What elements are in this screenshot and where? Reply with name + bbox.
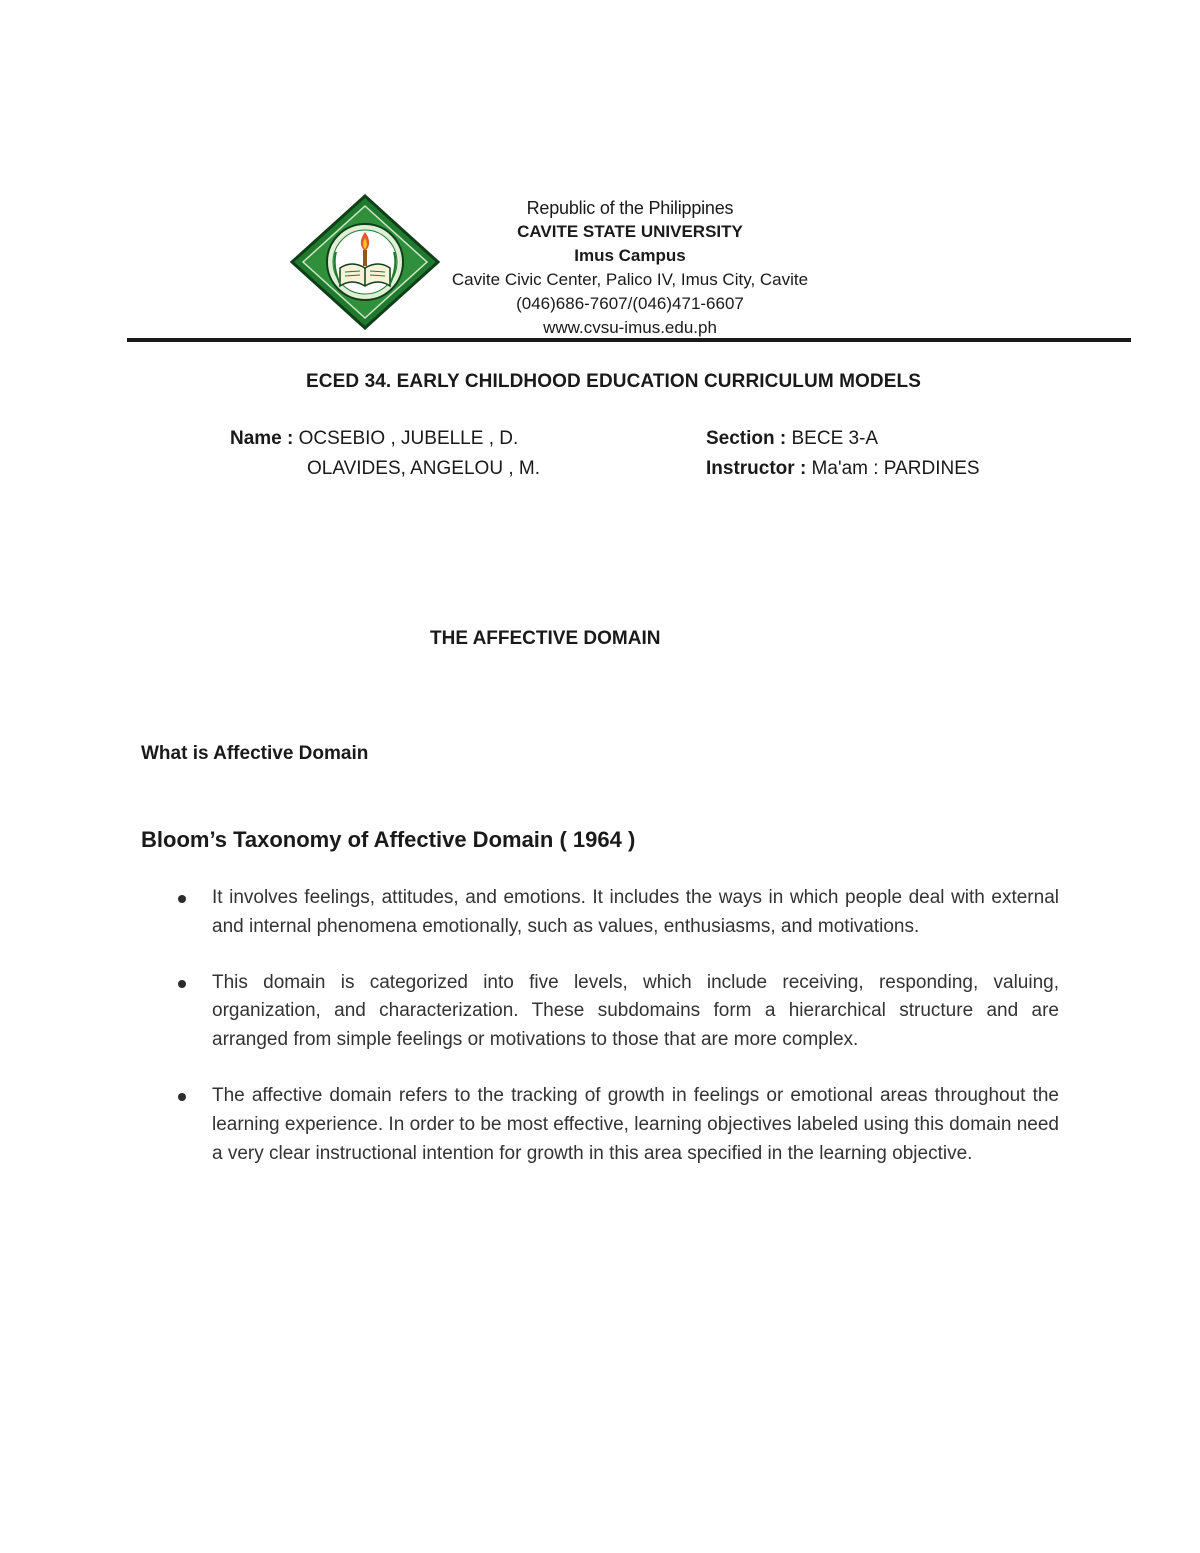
campus-address: Cavite Civic Center, Palico IV, Imus City, Cavite xyxy=(451,270,809,289)
section-value: BECE 3-A xyxy=(786,428,879,449)
campus-phone: (046)686-7607/(046)471-6607 xyxy=(516,294,744,313)
bullet-dot-icon xyxy=(178,980,186,988)
university-name: CAVITE STATE UNIVERSITY xyxy=(517,222,743,241)
instructor-row xyxy=(706,458,980,480)
student-name-1: OCSEBIO , JUBELLE , D. xyxy=(293,428,519,449)
section-label: Section : xyxy=(706,428,787,449)
what-is-heading: What is Affective Domain xyxy=(141,743,369,764)
instructor-value: Ma'am : PARDINES xyxy=(806,458,980,479)
list-item xyxy=(175,1082,1059,1168)
bullet-list xyxy=(175,884,1059,1195)
course-title: ECED 34. EARLY CHILDHOOD EDUCATION CURRICULUM MODELS xyxy=(306,371,921,392)
seal-icon xyxy=(290,194,440,330)
instructor-label: Instructor : xyxy=(706,458,807,479)
list-item xyxy=(175,884,1059,942)
university-seal-logo xyxy=(290,194,440,330)
section-row xyxy=(706,428,878,450)
list-item-text: This domain is categorized into five levels, which include receiving, responding, valuing, organization, and characterization. These subdomains form a hierarchical structure and are arranged from simple feelings or motivations to those that are more complex. xyxy=(212,971,1059,1051)
bullet-dot-icon xyxy=(178,895,186,903)
bullet-dot-icon xyxy=(178,1093,186,1101)
header-divider xyxy=(127,338,1131,342)
name-label: Name : xyxy=(230,428,294,449)
campus-website: www.cvsu-imus.edu.ph xyxy=(543,318,717,337)
campus-name: Imus Campus xyxy=(574,246,686,265)
list-item xyxy=(175,969,1059,1055)
republic-line: Republic of the Philippines xyxy=(526,198,734,218)
page-title: THE AFFECTIVE DOMAIN xyxy=(430,628,661,649)
name-row-1 xyxy=(230,428,518,450)
list-item-text: The affective domain refers to the tracking of growth in feelings or emotional areas throughout the learning experience. In order to be most effective, learning objectives labeled using this domain need a very clear instructional intention for growth in this area specified in the learning objective. xyxy=(212,1084,1059,1164)
letterhead xyxy=(440,196,820,340)
student-name-2: OLAVIDES, ANGELOU , M. xyxy=(307,458,540,479)
list-item-text: It involves feelings, attitudes, and emotions. It includes the ways in which people deal with external and internal phenomena emotionally, such as values, enthusiasms, and motivations. xyxy=(212,887,1059,937)
bloom-taxonomy-heading: Bloom’s Taxonomy of Affective Domain ( 1964 ) xyxy=(141,827,636,852)
